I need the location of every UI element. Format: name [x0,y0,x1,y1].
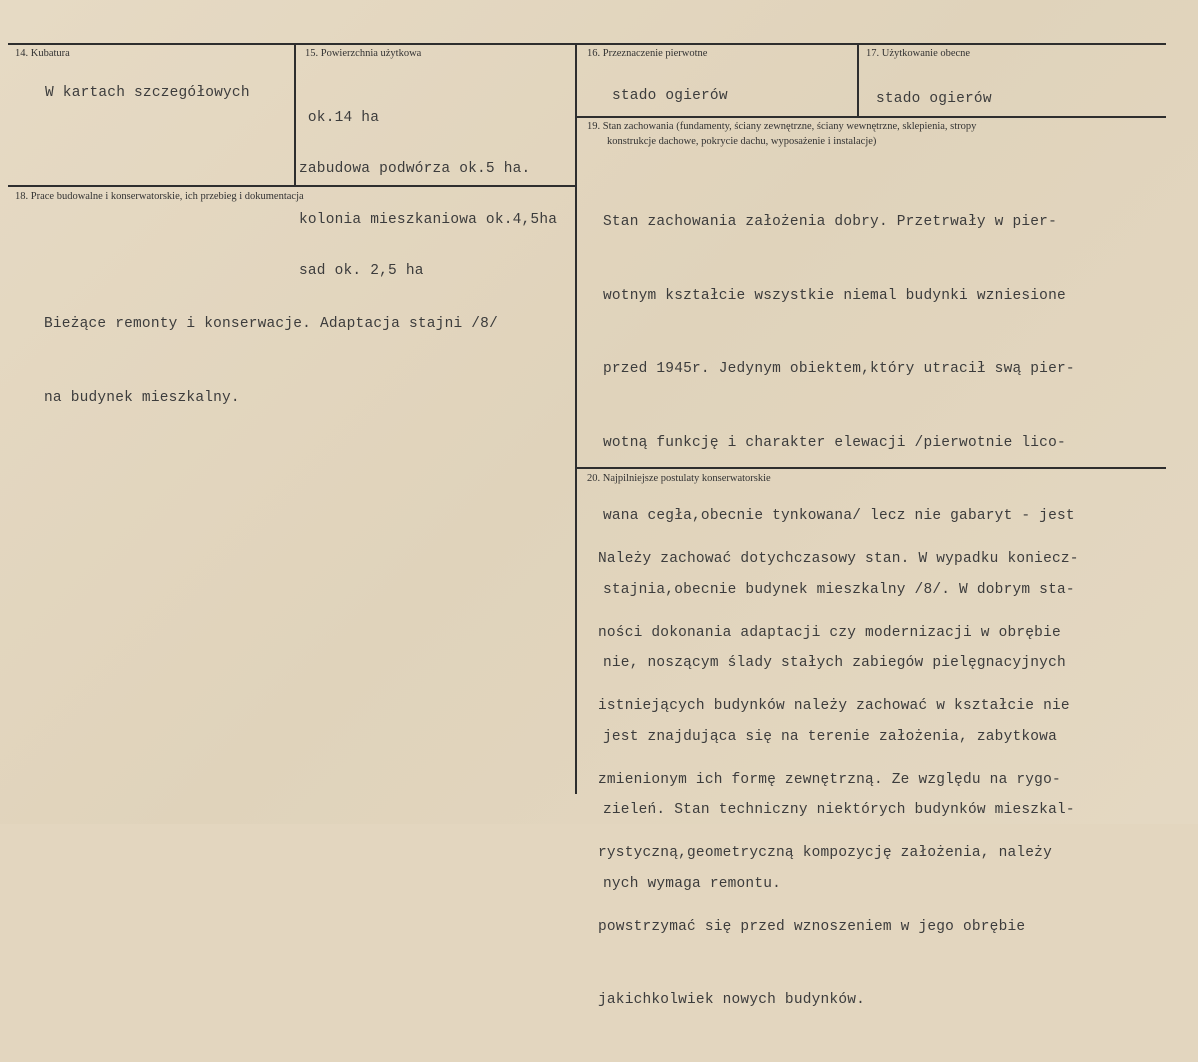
stan-line: jest znajdująca się na terenie założenia, zabytkowa [603,728,1057,745]
powierzchnia-line: sad ok. 2,5 ha [299,263,424,279]
rule-under-16-17 [576,116,1166,118]
center-divider [575,44,577,794]
postulaty-text [598,498,1079,1062]
stan-line: wotnym kształcie wszystkie niemal budynki wzniesione [603,287,1066,304]
przeznaczenie-pierwotne-label: 16. Przeznaczenie pierwotne [587,48,708,59]
stan-line: stajnia,obecnie budynek mieszkalny /8/. W dobrym sta- [603,581,1075,598]
powierzchnia-line: zabudowa podwórza ok.5 ha. [299,161,531,177]
stan-line: nych wymaga remontu. [603,875,782,892]
stan-line: wotną funkcję i charakter elewacji /pierwotnie lico- [603,434,1066,451]
postulaty-line: Należy zachować dotychczasowy stan. W wypadku koniecz- [598,551,1079,567]
postulaty-line: rystyczną,geometryczną kompozycję założenia, należy [598,845,1052,861]
stan-line: zieleń. Stan techniczny niektórych budynków mieszkal- [603,802,1075,818]
stan-line: nie, noszącym ślady stałych zabiegów pielęgnacyjnych [603,655,1066,671]
powierzchnia-line: kolonia mieszkaniowa ok.4,5ha [299,212,558,228]
postulaty-line: jakichkolwiek nowych budynków. [598,992,866,1008]
prace-budowlane-label: 18. Prace budowalne i konserwatorskie, ich przebieg i dokumentacja [15,191,304,202]
uzytkowanie-obecne-label: 17. Użytkowanie obecne [866,48,971,59]
stan-zachowania-label [587,119,976,149]
divider-14-15 [294,44,296,185]
stan-line: wana cegła,obecnie tynkowana/ lecz nie gabaryt - jest [603,508,1075,524]
postulaty-label: 20. Najpilniejsze postulaty konserwatorskie [587,473,771,484]
przeznaczenie-pierwotne-value: stado ogierów [612,88,728,104]
kubatura-label: 14. Kubatura [15,48,70,59]
powierzchnia-values [299,76,558,279]
stan-zachowania-label-line2: konstrukcje dachowe, pokrycie dachu, wyposażenie i instalacje) [607,136,877,147]
prace-line: na budynek mieszkalny. [44,389,240,406]
prace-line: Bieżące remonty i konserwacje. Adaptacja stajni /8/ [44,316,498,332]
powierzchnia-label: 15. Powierzchnia użytkowa [305,48,422,59]
stan-line: przed 1945r. Jedynym obiektem,który utracił swą pier- [603,361,1075,377]
powierzchnia-line: ok.14 ha [299,110,380,126]
stan-zachowania-label-line1: 19. Stan zachowania (fundamenty, ściany zewnętrzne, ściany wewnętrzne, sklepienia, stropy [587,121,977,132]
kubatura-value: W kartach szczegółowych [45,85,250,101]
postulaty-line: istniejących budynków należy zachować w kształcie nie [598,698,1070,714]
top-rule [8,43,1166,45]
prace-budowlane-text [44,263,498,459]
stan-line: Stan zachowania założenia dobry. Przetrwały w pier- [603,214,1057,230]
postulaty-line: zmienionym ich formę zewnętrzną. Ze względu na rygo- [598,771,1061,788]
uzytkowanie-obecne-value: stado ogierów [876,91,992,107]
postulaty-line: powstrzymać się przed wznoszeniem w jego obrębie [598,918,1026,935]
postulaty-line: ności dokonania adaptacji czy modernizacji w obrębie [598,624,1061,641]
divider-16-17 [857,44,859,116]
